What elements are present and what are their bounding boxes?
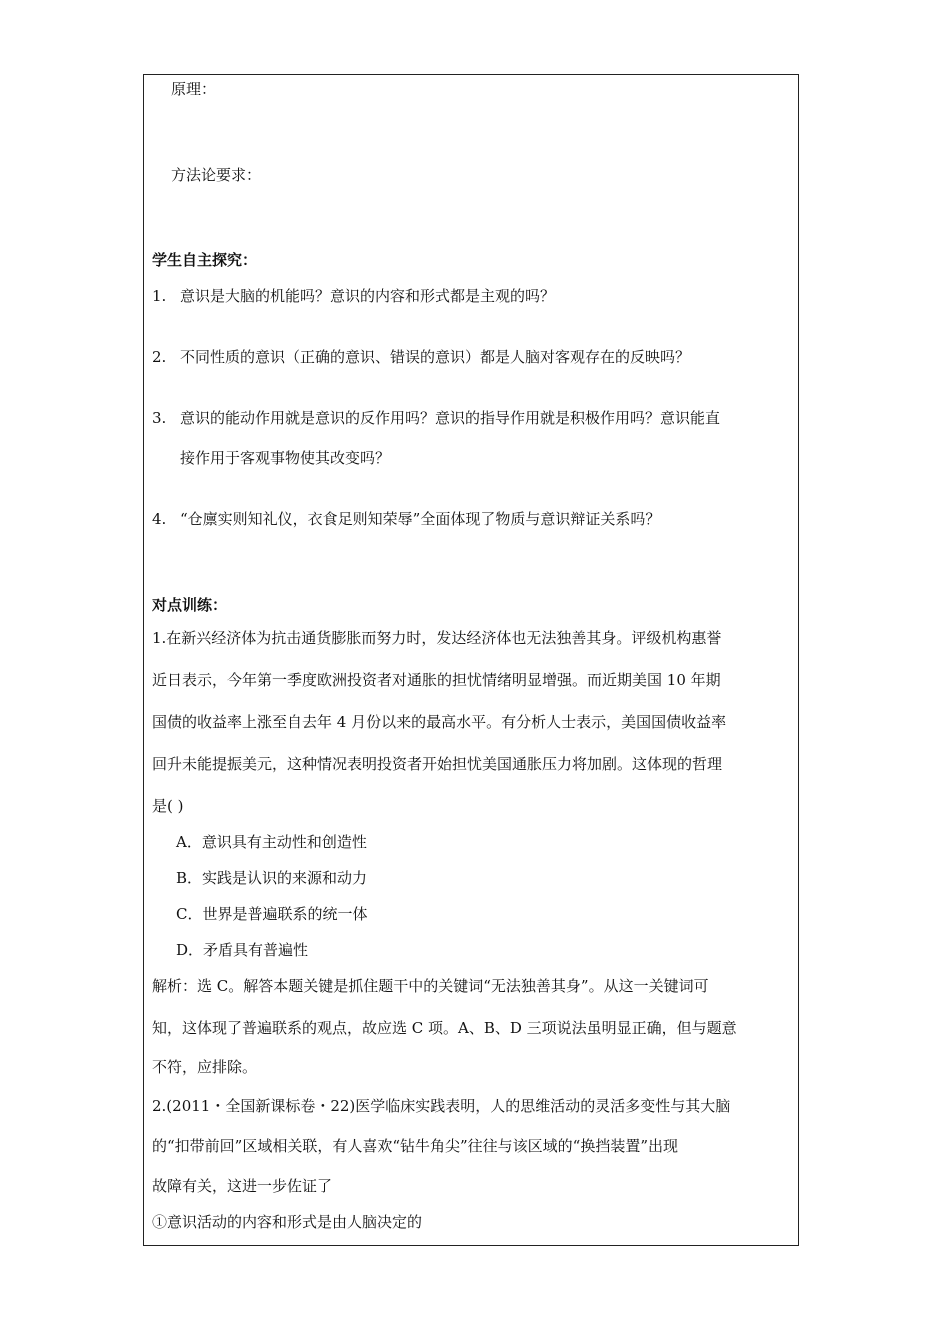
- q1-analysis: 不符，应排除。: [152, 1058, 258, 1076]
- q1-option-a: A．意识具有主动性和创造性: [176, 833, 367, 851]
- item-number: 1.: [152, 287, 167, 305]
- q1-line: 回升未能提振美元，这种情况表明投资者开始担忧美国通胀压力将加剧。这体现的哲理: [152, 755, 723, 773]
- inquiry-item-2: [152, 347, 690, 367]
- q2-line: ①意识活动的内容和形式是由人脑决定的: [152, 1213, 423, 1231]
- q1-line: 近日表示，今年第一季度欧洲投资者对通胀的担忧情绪明显增强。而近期美国 10 年期: [152, 671, 721, 689]
- training-title: 对点训练：: [152, 596, 228, 614]
- inquiry-item-1: [152, 286, 555, 306]
- q1-analysis: 解析：选 C。解答本题关键是抓住题干中的关键词“无法独善其身”。从这一关键词可: [152, 977, 709, 995]
- principle-label: 原理：: [171, 80, 217, 98]
- q1-line: 是( ): [152, 797, 184, 815]
- inquiry-title: 学生自主探究：: [152, 251, 258, 269]
- q2-line: 的“扣带前回”区域相关联，有人喜欢“钻牛角尖”往往与该区域的“换挡装置”出现: [152, 1137, 679, 1155]
- item-number: 2.: [152, 348, 167, 366]
- q2-line: 故障有关，这进一步佐证了: [152, 1177, 333, 1195]
- q1-option-d: D．矛盾具有普遍性: [176, 941, 309, 959]
- item-number: 4.: [152, 510, 167, 528]
- inquiry-item-4: [152, 509, 660, 529]
- item-text: “仓廪实则知礼仪，衣食足则知荣辱”全面体现了物质与意识辩证关系吗？: [180, 510, 661, 528]
- item-number: 3.: [152, 409, 167, 427]
- item-text: 意识的能动作用就是意识的反作用吗？意识的指导作用就是积极作用吗？意识能直: [180, 409, 721, 427]
- q1-option-c: C．世界是普遍联系的统一体: [176, 905, 368, 923]
- item-text: 意识是大脑的机能吗？意识的内容和形式都是主观的吗？: [180, 287, 556, 305]
- q1-line: 国债的收益率上涨至自去年 4 月份以来的最高水平。有分析人士表示，美国国债收益率: [152, 713, 727, 731]
- q1-analysis: 知，这体现了普遍联系的观点，故应选 C 项。A、B、D 三项说法虽明显正确，但与题意: [152, 1019, 737, 1037]
- q1-option-b: B．实践是认识的来源和动力: [176, 869, 368, 887]
- inquiry-item-3: [152, 408, 720, 428]
- q1-line: 1.在新兴经济体为抗击通货膨胀而努力时，发达经济体也无法独善其身。评级机构惠誉: [152, 629, 722, 647]
- inquiry-item-3-cont: 接作用于客观事物使其改变吗？: [180, 449, 391, 467]
- methodology-label: 方法论要求：: [171, 166, 262, 184]
- q2-line: 2.(2011・全国新课标卷・22)医学临床实践表明，人的思维活动的灵活多变性与其大脑: [152, 1097, 731, 1115]
- item-text: 不同性质的意识（正确的意识、错误的意识）都是人脑对客观存在的反映吗？: [180, 348, 691, 366]
